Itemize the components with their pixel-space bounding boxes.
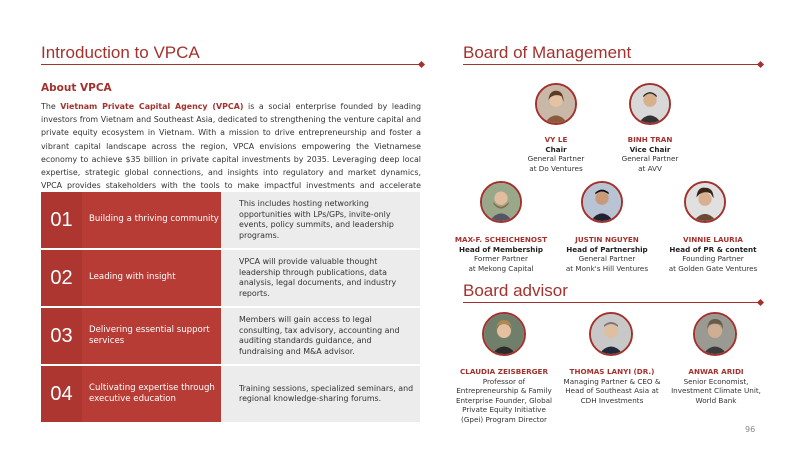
avatar — [482, 312, 526, 356]
pillar-description: Members will gain access to legal consulting, tax advisory, accounting and auditing standards guidance, and fundraising and M&A advisor. — [221, 308, 420, 364]
member-role: Head of PR & content — [669, 244, 757, 254]
member-company: at Monk's Hill Ventures — [565, 263, 649, 273]
member-name: THOMAS LANYI (DR.) — [569, 367, 655, 376]
pillar-number: 01 — [41, 192, 82, 248]
member-line: CDH Investments — [580, 395, 644, 405]
member-title: General Partner — [527, 154, 585, 164]
person-photo-icon — [591, 314, 631, 354]
pillar-label: Delivering essential support services — [82, 308, 221, 364]
member-line: Entrepreneurship & Family — [456, 386, 552, 396]
board-member — [554, 235, 660, 273]
member-line: Investment Climate Unit, — [671, 386, 761, 396]
avatar — [589, 312, 633, 356]
member-line: Enterprise Founder, Global — [455, 395, 553, 405]
avatar — [480, 181, 522, 223]
person-photo-icon — [631, 85, 669, 123]
member-title: General Partner — [578, 254, 636, 264]
member-name: VY LE — [544, 135, 568, 144]
board-title: Board of Management — [463, 43, 632, 62]
member-company: at Do Ventures — [529, 163, 583, 173]
board-member — [660, 235, 766, 273]
about-prefix: The — [41, 102, 61, 111]
pillar-label: Leading with insight — [82, 250, 221, 306]
member-name: MAX-F. SCHEICHENOST — [454, 235, 548, 244]
member-company: at AVV — [638, 163, 662, 173]
page-number: 96 — [745, 425, 756, 434]
person-photo-icon — [695, 314, 735, 354]
member-line: Managing Partner & CEO & — [563, 376, 661, 386]
pillar-label: Building a thriving community — [82, 192, 221, 248]
member-role: Head of Membership — [458, 244, 544, 254]
avatar — [581, 181, 623, 223]
member-title: General Partner — [621, 154, 679, 164]
pillar-row — [41, 250, 420, 306]
member-title: Former Partner — [474, 254, 528, 264]
member-line: Private Equity Initiative — [462, 405, 546, 415]
pillar-row — [41, 308, 420, 364]
person-photo-icon — [686, 183, 724, 221]
person-photo-icon — [583, 183, 621, 221]
member-name: JUSTIN NGUYEN — [575, 235, 639, 244]
member-company: at Golden Gate Ventures — [668, 263, 758, 273]
member-line: Senior Economist, — [683, 376, 749, 386]
about-title: About VPCA — [41, 82, 112, 94]
advisor-title: Board advisor — [463, 281, 568, 300]
pillar-row — [41, 366, 420, 422]
member-name: VINNIE LAURIA — [683, 235, 743, 244]
member-line: Head of Southeast Asia at — [565, 386, 659, 396]
member-name: BINH TRAN — [627, 135, 673, 144]
pillar-description: Training sessions, specialized seminars, and regional knowledge-sharing forums. — [221, 366, 420, 422]
advisor-member — [452, 367, 556, 425]
member-role: Head of Partnership — [566, 244, 648, 254]
pillar-row — [41, 192, 420, 248]
pillar-description: VPCA will provide valuable thought leadership through publications, data analysis, legal documents, and industry reports. — [221, 250, 420, 306]
member-name: ANWAR ARIDI — [688, 367, 744, 376]
board-title-rule — [463, 64, 760, 65]
member-role: Chair — [545, 144, 567, 154]
member-name: CLAUDIA ZEISBERGER — [460, 367, 548, 376]
avatar — [535, 83, 577, 125]
person-photo-icon — [482, 183, 520, 221]
about-rest: is a social enterprise founded by leading investors from Vietnam and Southeast Asia, dedicated to strengthening the venture capital and private equity ecosystem in Vietnam. With a mission to drive entrepreneurship and foster a vibrant capital landscape across the region, VPCA envisions empowering the Vietnamese economy to achieve $35 billion in private capital investments by 2035. Leveraging deep local expertise, strategic global connections, and insights into regulatory and market dynamics, VPCA provides stakeholders with the tools to make impactful investments and accelerate — [41, 102, 422, 191]
advisor-member — [664, 367, 768, 405]
about-paragraph — [41, 100, 421, 206]
avatar — [693, 312, 737, 356]
person-photo-icon — [537, 85, 575, 123]
pillar-number: 03 — [41, 308, 82, 364]
person-photo-icon — [484, 314, 524, 354]
intro-title: Introduction to VPCA — [41, 43, 200, 62]
board-member — [602, 135, 698, 173]
pillar-label: Cultivating expertise through executive education — [82, 366, 221, 422]
member-company: at Mekong Capital — [468, 263, 534, 273]
pillar-number: 02 — [41, 250, 82, 306]
pillar-number: 04 — [41, 366, 82, 422]
member-line: World Bank — [695, 395, 737, 405]
pillar-description: This includes hosting networking opportunities with LPs/GPs, invite-only events, policy summits, and leadership programs. — [221, 192, 420, 248]
advisor-title-rule — [463, 302, 760, 303]
advisor-member — [560, 367, 664, 405]
intro-title-rule — [41, 64, 421, 65]
avatar — [629, 83, 671, 125]
member-role: Vice Chair — [629, 144, 671, 154]
board-member — [508, 135, 604, 173]
member-line: (Gpei) Program Director — [461, 414, 547, 424]
member-line: Professor of — [482, 376, 526, 386]
board-member — [448, 235, 554, 273]
about-highlight: Vietnam Private Capital Agency (VPCA) — [60, 102, 244, 111]
member-title: Founding Partner — [682, 254, 744, 264]
avatar — [684, 181, 726, 223]
